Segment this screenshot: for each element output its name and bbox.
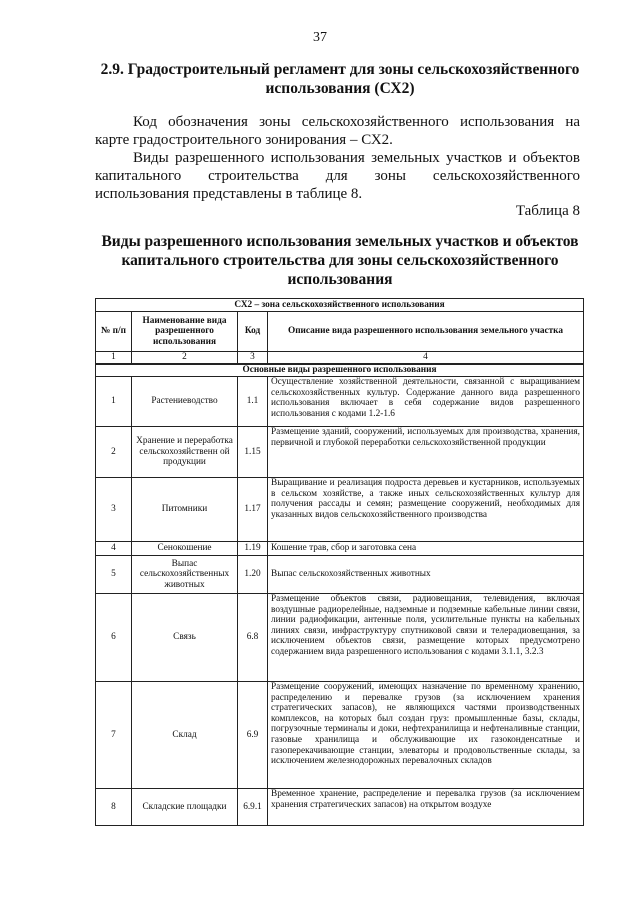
row-number: 4 (96, 542, 132, 556)
row-number: 5 (96, 556, 132, 594)
row-use-name: Склад (132, 682, 238, 789)
row-description: Размещение сооружений, имеющих назначение по временному хранению, распределению и перевалке грузов (за исключением хранения стратегических запасов), не являющихся частями производственных комплексов, на которых был создан груз: промышленные базы, склады, погрузочные терминалы и доки, нефтехранилища и нефтеналивные станции, газовые хранилища и обслуживающие их газоконденсатные и газоперекачивающие станции, элеваторы и продовольственные склады, за исключением железнодорожных перевалочных складов (268, 682, 584, 789)
row-use-name: Хранение и переработка сельскохозяйственн ой продукции (132, 427, 238, 478)
row-number: 7 (96, 682, 132, 789)
paragraph-uses-intro: Виды разрешенного использования земельных участков и объектов капитального строительства для зоны сельскохозяйственного использования представлены в таблице 8. (95, 150, 580, 202)
row-number: 2 (96, 427, 132, 478)
table-row (96, 427, 584, 478)
row-code: 1.20 (238, 556, 268, 594)
col-number: 3 (238, 352, 268, 364)
row-code: 1.1 (238, 377, 268, 427)
row-number: 3 (96, 478, 132, 542)
table-row (96, 478, 584, 542)
section-title: 2.9. Градостроительный регламент для зоны сельскохозяйственного использования (СХ2) (100, 61, 580, 97)
row-code: 1.17 (238, 478, 268, 542)
row-number: 1 (96, 377, 132, 427)
table-row (96, 789, 584, 826)
table-row (96, 556, 584, 594)
page-number: 37 (313, 30, 327, 45)
col-header-num: № п/п (96, 312, 132, 352)
row-description: Размещение объектов связи, радиовещания, телевидения, включая воздушные радиорелейные, надземные и подземные кабельные линии связи, линии радиофикации, антенные поля, усилительные пункты на кабельных линиях связи, инфраструктуру спутниковой связи и телерадиовещания, за исключением объектов связи, размещение которых предусмотрено содержанием вида разрешенного использования с кодами 3.1.1, 3.2.3 (268, 594, 584, 682)
table-row (96, 682, 584, 789)
row-code: 6.8 (238, 594, 268, 682)
table-row (96, 542, 584, 556)
col-number: 4 (268, 352, 584, 364)
row-use-name: Выпас сельскохозяйственных животных (132, 556, 238, 594)
row-code: 6.9.1 (238, 789, 268, 826)
row-code: 1.19 (238, 542, 268, 556)
table-title: Виды разрешенного использования земельных участков и объектов капитального строительства для зоны сельскохозяйственного использования (101, 233, 579, 288)
row-description: Размещение зданий, сооружений, используемых для производства, хранения, первичной и глубокой переработки сельскохозяйственной продукции (268, 427, 584, 478)
main-uses-subheader: Основные виды разрешенного использования (96, 364, 584, 377)
row-use-name: Растениеводство (132, 377, 238, 427)
col-header-code: Код (238, 312, 268, 352)
table-row (96, 594, 584, 682)
col-header-desc: Описание вида разрешенного использования земельного участка (268, 312, 584, 352)
paragraph-zone-code: Код обозначения зоны сельскохозяйственного использования на карте градостроительного зонирования – СХ2. (95, 114, 580, 148)
row-use-name: Связь (132, 594, 238, 682)
row-code: 1.15 (238, 427, 268, 478)
zone-header: СХ2 – зона сельскохозяйственного использования (96, 299, 584, 312)
col-number: 2 (132, 352, 238, 364)
row-description: Осуществление хозяйственной деятельности, связанной с выращиванием сельскохозяйственных культур. Содержание данного вида разрешенного использования включает в себя содержание видов разрешенного использования с кодами 1.2-1.6 (268, 377, 584, 427)
row-description: Выпас сельскохозяйственных животных (268, 556, 584, 594)
table-label: Таблица 8 (515, 203, 580, 219)
row-use-name: Питомники (132, 478, 238, 542)
row-number: 8 (96, 789, 132, 826)
table-row (96, 377, 584, 427)
row-description: Выращивание и реализация подроста деревьев и кустарников, используемых в сельском хозяйстве, а также иных сельскохозяйственных культур для получения рассады и семян; размещение сооружений, необходимых для указанных видов сельскохозяйственного производства (268, 478, 584, 542)
row-use-name: Складские площадки (132, 789, 238, 826)
col-number: 1 (96, 352, 132, 364)
row-description: Кошение трав, сбор и заготовка сена (268, 542, 584, 556)
row-use-name: Сенокошение (132, 542, 238, 556)
row-description: Временное хранение, распределение и перевалка грузов (за исключением хранения стратегических запасов) на открытом воздухе (268, 789, 584, 826)
row-code: 6.9 (238, 682, 268, 789)
col-header-name: Наименование вида разрешенного использования (132, 312, 238, 352)
row-number: 6 (96, 594, 132, 682)
regulation-table (95, 298, 584, 826)
